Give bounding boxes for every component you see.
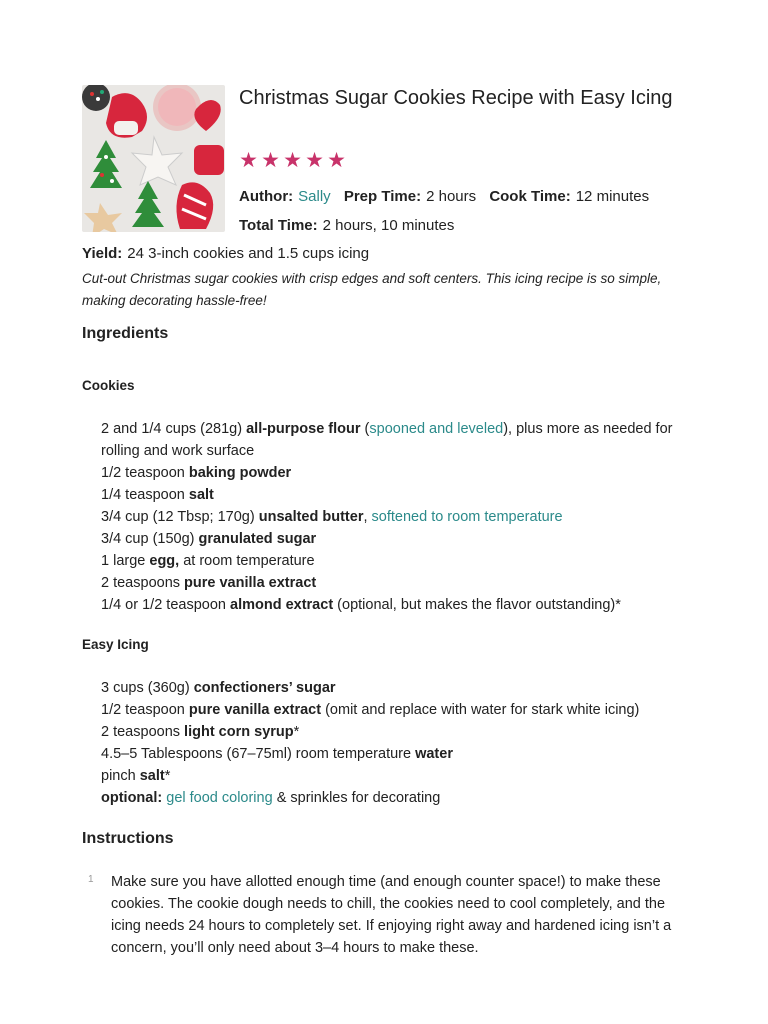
ingredient-name: optional:	[101, 790, 163, 806]
cook-time-value: 12 minutes	[575, 188, 650, 205]
instructions-heading: Instructions	[82, 830, 174, 847]
ingredients-heading: Ingredients	[82, 325, 169, 342]
ingredient-note: & sprinkles for decorating	[272, 790, 441, 806]
cook-time-label: Cook Time:	[489, 188, 571, 205]
ingredient-name: water	[415, 746, 453, 762]
ingredient-name: baking powder	[188, 465, 292, 481]
ingredient-tip-link[interactable]: softened to room temperature	[371, 509, 563, 525]
total-time-label: Total Time:	[239, 217, 318, 234]
prep-time-value: 2 hours	[426, 188, 477, 205]
ingredient-note: ), plus more as needed for rolling and work surface	[101, 421, 673, 459]
ingredient-amount: pinch	[101, 768, 140, 784]
step-number: 1	[88, 874, 94, 885]
ingredient-amount: 3/4 cup (12 Tbsp; 170g)	[101, 509, 259, 525]
ingredient-name: granulated sugar	[198, 531, 317, 547]
ingredient-group-title: Cookies	[82, 378, 135, 393]
author-link[interactable]: Sally	[298, 188, 331, 205]
star-icon[interactable]: ★	[239, 149, 258, 172]
ingredient-name: salt	[139, 768, 165, 784]
ingredient-item	[101, 765, 681, 787]
ingredient-item	[101, 506, 681, 528]
yield-label: Yield:	[82, 245, 123, 262]
ingredient-separator: ,	[363, 509, 372, 525]
ingredient-item	[101, 743, 681, 765]
ingredient-tip-link[interactable]: gel food coloring	[166, 790, 273, 806]
cookie-photo-icon	[82, 85, 225, 232]
ingredient-item	[101, 572, 681, 594]
ingredient-name: confectioners’ sugar	[193, 680, 336, 696]
recipe-meta-row-2	[239, 215, 463, 237]
ingredient-amount: 1/4 or 1/2 teaspoon	[101, 597, 230, 613]
ingredient-amount: 1/2 teaspoon	[101, 465, 189, 481]
recipe-yield	[82, 243, 378, 265]
ingredient-amount: 1/4 teaspoon	[101, 487, 189, 503]
recipe-summary: Cut-out Christmas sugar cookies with crisp edges and soft centers. This icing recipe is so simple, making decorating hassle-free!	[82, 271, 662, 308]
author-label: Author:	[239, 188, 294, 205]
prep-time-label: Prep Time:	[343, 188, 422, 205]
ingredient-name: all-purpose flour	[246, 421, 361, 437]
ingredient-list-icing	[101, 677, 681, 809]
yield-value: 24 3-inch cookies and 1.5 cups icing	[127, 245, 370, 262]
ingredient-amount: 2 and 1/4 cups (281g)	[101, 421, 247, 437]
ingredient-name: salt	[188, 487, 214, 503]
ingredient-note: *	[293, 724, 300, 740]
step-text: Make sure you have allotted enough time (and enough counter space!) to make these cookies. The cookie dough needs to chill, the cookies need to cool completely, and the icing needs 24 hours to completely set. If enjoying right away and hardened icing isn’t a concern, you’ll only need about 3–4 hours to make these.	[111, 874, 672, 956]
ingredient-item	[101, 677, 681, 699]
ingredient-amount: 3 cups (360g)	[101, 680, 194, 696]
ingredient-note: (optional, but makes the flavor outstanding)*	[333, 597, 621, 613]
ingredient-item	[101, 418, 681, 462]
ingredient-amount: 2 teaspoons	[101, 575, 185, 591]
ingredient-note: *	[164, 768, 171, 784]
ingredient-name: unsalted butter	[258, 509, 364, 525]
ingredient-note: (omit and replace with water for stark white icing)	[321, 702, 640, 718]
ingredient-amount: 1 large	[101, 553, 150, 569]
rating-stars[interactable]	[238, 149, 347, 173]
star-icon[interactable]: ★	[305, 149, 324, 172]
recipe-meta-row-1	[239, 186, 658, 208]
total-time-value: 2 hours, 10 minutes	[322, 217, 455, 234]
ingredient-group-title: Easy Icing	[82, 637, 149, 652]
ingredient-list-cookies	[101, 418, 681, 616]
ingredient-note: at room temperature	[179, 553, 315, 569]
ingredient-item	[101, 721, 681, 743]
ingredient-separator: (	[360, 421, 370, 437]
ingredient-name: light corn syrup	[184, 724, 294, 740]
ingredient-tip-link[interactable]: spooned and leveled	[369, 421, 504, 437]
ingredient-item	[101, 484, 681, 506]
ingredient-name: almond extract	[230, 597, 334, 613]
ingredient-name: pure vanilla extract	[188, 702, 322, 718]
ingredient-item	[101, 699, 681, 721]
star-icon[interactable]: ★	[283, 149, 302, 172]
star-icon[interactable]: ★	[327, 149, 346, 172]
ingredient-item	[101, 787, 681, 809]
ingredient-item	[101, 528, 681, 550]
ingredient-item	[101, 594, 681, 616]
ingredient-item	[101, 550, 681, 572]
recipe-image[interactable]	[82, 85, 225, 232]
ingredient-amount: 1/2 teaspoon	[101, 702, 189, 718]
ingredient-amount: 3/4 cup (150g)	[101, 531, 199, 547]
recipe-title: Christmas Sugar Cookies Recipe with Easy Icing	[239, 87, 673, 109]
ingredient-amount: 4.5–5 Tablespoons (67–75ml) room temperature	[101, 746, 416, 762]
ingredient-name: egg,	[149, 553, 180, 569]
ingredient-amount: 2 teaspoons	[101, 724, 185, 740]
ingredient-item	[101, 462, 681, 484]
star-icon[interactable]: ★	[261, 149, 280, 172]
ingredient-name: pure vanilla extract	[184, 575, 317, 591]
